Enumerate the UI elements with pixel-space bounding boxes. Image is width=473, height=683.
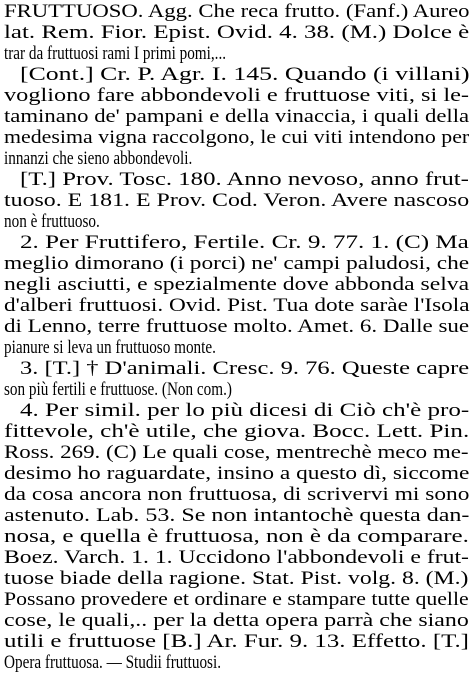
entry-line: [Cont.] Cr. P. Agr. I. 145. Quando (i villani) (20, 63, 470, 85)
entry-line: Opera fruttuosa. — Studii fruttuosi. (4, 651, 221, 673)
entry-line: innanzi che sieno abbondevoli. (4, 147, 193, 169)
entry-line: d'alberi fruttuosi. Ovid. Pist. Tua dote saràe l'Isola (4, 294, 470, 316)
entry-line: pianure si leva un fruttuoso monte. (4, 336, 216, 358)
entry-line: 4. Per simil. per lo più dicesi di Ciò ch'è pro- (20, 399, 470, 421)
entry-line: cose, le quali,.. per la detta opera parrà che siano (4, 609, 469, 631)
entry-line: nosa, e quella è fruttuosa, non è da comparare. (4, 525, 469, 547)
entry-line: Possano provedere et ordinare e stampare tutte quelle (4, 588, 469, 610)
entry-line: utili e fruttuose [B.] Ar. Fur. 9. 13. Effetto. [T.] (4, 630, 469, 652)
entry-line: [T.] Prov. Tosc. 180. Anno nevoso, anno frut- (20, 168, 469, 190)
entry-line: trar da fruttuosi rami I primi pomi,... (4, 42, 227, 64)
entry-line: desimo ho raguardate, insino a questo dì, siccome (4, 462, 470, 484)
entry-line: tuoso. E 181. E Prov. Cod. Veron. Avere nascoso (4, 189, 470, 211)
entry-line: vogliono fare abbondevoli e fruttuose viti, si le- (4, 84, 470, 106)
entry-line: da cosa ancora non fruttuosa, di scrivervi mi sono (4, 483, 470, 505)
entry-line: medesima vigna raccolgono, le cui viti intendono per (4, 126, 470, 148)
entry-line: meglio dimorano (i porci) ne' campi paludosi, che (4, 252, 470, 274)
entry-line: FRUTTUOSO. Agg. Che reca frutto. (Fanf.) Aureo (4, 0, 470, 22)
entry-line: son più fertili e fruttuose. (Non com.) (4, 378, 232, 400)
entry-line: taminano de' pampani e della vinaccia, i quali della (4, 105, 470, 127)
entry-line: 3. [T.] † D'animali. Cresc. 9. 76. Queste capre (20, 357, 470, 379)
entry-line: Ross. 269. (C) Le quali cose, mentrechè meco me- (4, 441, 469, 463)
entry-line: Boez. Varch. 1. 1. Uccidono l'abbondevoli e frut- (4, 546, 469, 568)
entry-line: non è fruttuoso. (4, 210, 100, 232)
entry-line: di Lenno, terre fruttuose molto. Amet. 6. Dalle sue (4, 315, 470, 337)
entry-line: 2. Per Fruttifero, Fertile. Cr. 9. 77. 1. (C) Ma (20, 231, 469, 253)
entry-line: astenuto. Lab. 53. Se non intantochè questa dan- (4, 504, 470, 526)
entry-line: fittevole, ch'è utile, che giova. Bocc. Lett. Pin. (4, 420, 470, 442)
entry-line: lat. Rem. Fior. Epist. Ovid. 4. 38. (M.) Dolce è (4, 21, 470, 43)
entry-line: tuose biade della ragione. Stat. Pist. volg. 8. (M.) (4, 567, 469, 589)
entry-line: negli asciutti, e spezialmente dove abbonda selva (4, 273, 470, 295)
